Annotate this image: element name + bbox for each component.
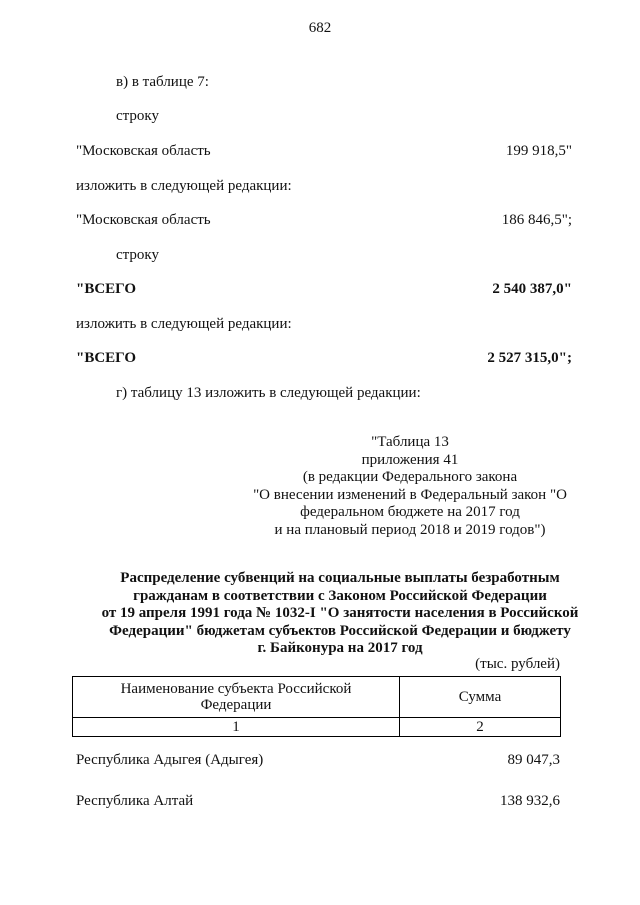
row-altai-name: Республика Алтай: [76, 793, 194, 809]
stroku-label-2: строку: [116, 247, 159, 263]
header-subject-line1: Наименование субъекта Российской: [120, 681, 352, 697]
caption-line: приложения 41: [361, 451, 459, 468]
row-altai-value: 138 932,6: [500, 793, 560, 809]
row-moscow-new-name: "Московская область: [76, 212, 211, 228]
caption-line: (в редакции Федерального закона: [302, 469, 518, 486]
caption-line: "О внесении изменений в Федеральный закон "О: [253, 486, 567, 503]
table-header-row: [73, 677, 561, 718]
izlozhit-label-1: изложить в следующей редакции:: [76, 178, 292, 194]
caption-line: федеральном бюджете на 2017 год: [300, 504, 520, 521]
row-moscow-new-value: 186 846,5";: [501, 212, 572, 228]
row-moscow-old-name: "Московская область: [76, 143, 211, 159]
title-line: Федерации" бюджетам субъектов Российской Федерации и бюджету: [109, 622, 571, 639]
page-number: 682: [308, 20, 332, 36]
row-total-old-value: 2 540 387,0": [492, 281, 572, 297]
row-adygea-value: 89 047,3: [507, 752, 560, 768]
header-subject-line2: Федерации: [200, 697, 272, 713]
item-v-heading: в) в таблице 7:: [116, 74, 209, 90]
units-label: (тыс. рублей): [475, 656, 560, 672]
header-sum-cell: Сумма: [400, 677, 561, 718]
table-caption: [230, 434, 590, 540]
caption-line: и на плановый период 2018 и 2019 годов"): [274, 521, 546, 538]
row-moscow-old-value: 199 918,5": [505, 143, 572, 159]
title-line: Распределение субвенций на социальные выплаты безработным: [120, 570, 560, 586]
row-total-new-name: "ВСЕГО: [76, 350, 137, 366]
title-line: гражданам в соответствии с Законом Российской Федерации: [133, 587, 547, 604]
stroku-label-1: строку: [116, 108, 159, 124]
column-number-2: 2: [400, 718, 561, 737]
column-number-1: 1: [73, 718, 400, 737]
item-g-heading: г) таблицу 13 изложить в следующей редакции:: [116, 385, 421, 401]
caption-line: "Таблица 13: [371, 434, 449, 450]
document-title: [60, 570, 620, 658]
table-column-numbers-row: [73, 718, 561, 737]
title-line: от 19 апреля 1991 года № 1032-I "О занятости населения в Российской: [101, 605, 579, 622]
distribution-table: [72, 676, 561, 737]
row-adygea-name: Республика Адыгея (Адыгея): [76, 752, 264, 768]
row-total-new-value: 2 527 315,0";: [487, 350, 572, 366]
row-total-old-name: "ВСЕГО: [76, 281, 137, 297]
header-subject-cell: [73, 677, 400, 718]
title-line: г. Байконура на 2017 год: [257, 640, 423, 657]
izlozhit-label-2: изложить в следующей редакции:: [76, 316, 292, 332]
